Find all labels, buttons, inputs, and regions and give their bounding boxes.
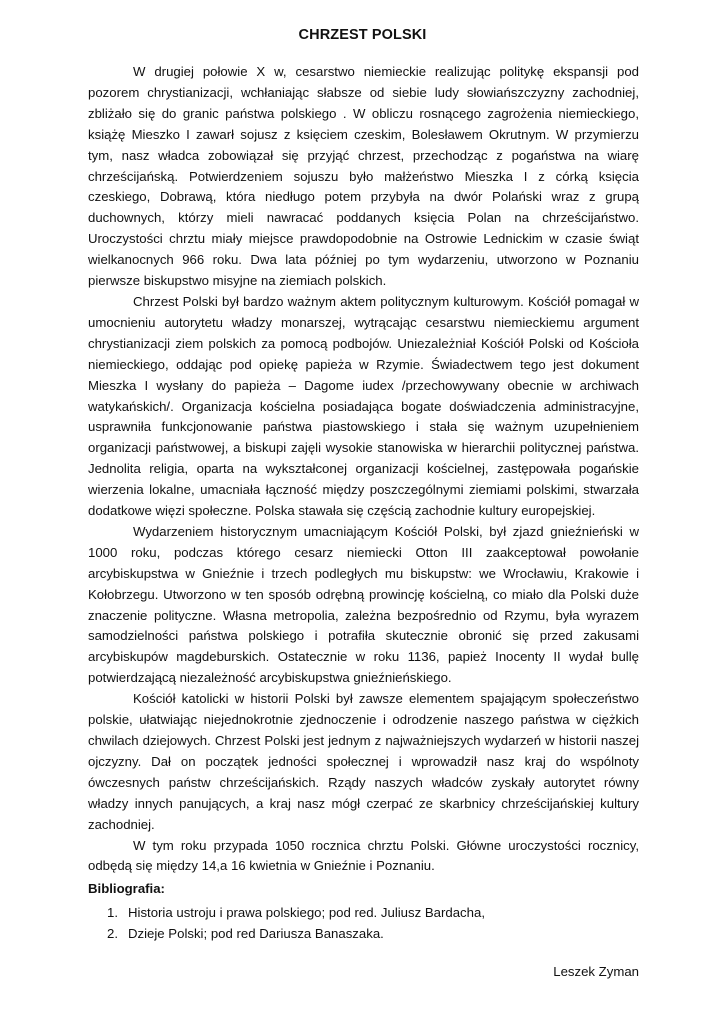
paragraph: Chrzest Polski był bardzo ważnym aktem politycznym kulturowym. Kościół pomagał w umocnieniu autorytetu władzy monarszej, wytrącając cesarstwu niemieckiemu argument chrystianizacji ziem polskich za pomocą podbojów. Uniezależniał Kościół Polski od Kościoła niemieckiego, oddając pod opiekę papieża w Rzymie. Świadectwem tego jest dokument Mieszka I wysłany do papieża – Dagome iudex /przechowywany obecnie w archiwach watykańskich/. Organizacja kościelna posiadająca bogate doświadczenia administracyjne, usprawniła funkcjonowanie państwa piastowskiego i stała się ważnym uzupełnieniem organizacji państwowej, a biskupi zajęli wysokie stanowiska w hierarchii politycznej państwa. Jednolita religia, oparta na wykształconej organizacji kościelnej, zastępowała pogańskie wierzenia lokalne, umacniała łączność między poszczególnymi ziemiami polskimi, stwarzała dodatkowe więzi społeczne. Polska stawała się częścią zachodnie kultury europejskiej. xyxy=(88,293,639,519)
paragraph: W drugiej połowie X w, cesarstwo niemieckie realizując politykę ekspansji pod pozorem chrystianizacji, wchłaniając słabsze od siebie ludy słowiańszczyzny zachodniej, zbliżało się do granic państwa polskiego . W obliczu rosnącego zagrożenia niemieckiego, książę Mieszko I zawarł sojusz z księciem czeskim, Bolesławem Okrutnym. W przymierzu tym, nasz władca zobowiązał się przyjąć chrzest, przechodząc z pogaństwa na wiarę chrześcijańską. Potwierdzeniem sojuszu było małżeństwo Mieszka I z córką księcia czeskiego, Dobrawą, która niedługo potem przybyła na dwór Polański wraz z grupą duchownych, którzy mieli nawracać poddanych księcia Polan na chrześcijaństwo. Uroczystości chrztu miały miejsce prawdopodobnie na Ostrowie Lednickim w czasie świąt wielkanocnych 966 roku. Dwa lata później po tym wydarzeniu, utworzono w Poznaniu pierwsze biskupstwo misyjne na ziemiach polskich. xyxy=(88,64,639,289)
bibliography-heading: Bibliografia: xyxy=(88,881,165,896)
bibliography-list xyxy=(88,902,485,944)
list-item-text: Historia ustroju i prawa polskiego; pod red. Juliusz Bardacha, xyxy=(128,905,485,920)
document-title: CHRZEST POLSKI xyxy=(298,27,427,43)
paragraph: Kościół katolicki w historii Polski był zawsze elementem spajającym społeczeństwo polskie, ułatwiając niejednokrotnie zjednoczenie i odrodzenie naszego państwa w ciężkich chwilach dziejowych. Chrzest Polski jest jednym z najważniejszych wydarzeń w historii naszej ojczyzny. Dał on początek jedności społecznej i wprowadził nasz kraj do wspólnoty ówczesnych państw chrześcijańskich. Rządy naszych władców zyskały autorytet równy władzy innych panujących, a kraj nasz mógł czerpać ze skarbnicy chrześcijańskiej kultury zachodniej. xyxy=(88,691,639,832)
list-item xyxy=(88,902,485,923)
list-item xyxy=(88,923,485,944)
author-signature: Leszek Zyman xyxy=(553,964,639,979)
list-item-text: Dzieje Polski; pod red Dariusza Banaszaka. xyxy=(128,926,384,941)
list-item-number: 1. xyxy=(107,905,118,920)
document-body xyxy=(88,62,639,877)
paragraph: W tym roku przypada 1050 rocznica chrztu Polski. Główne uroczystości rocznicy, odbędą się między 14,a 16 kwietnia w Gnieźnie i Poznaniu. xyxy=(88,837,639,874)
list-item-number: 2. xyxy=(107,926,118,941)
paragraph: Wydarzeniem historycznym umacniającym Kościół Polski, był zjazd gnieźnieński w 1000 roku, podczas którego cesarz niemiecki Otton III zaakceptował powołanie arcybiskupstwa w Gnieźnie i trzech podległych mu biskupstw: we Wrocławiu, Krakowie i Kołobrzegu. Utworzono w ten sposób odrębną prowincję kościelną, co miało dla Polski duże znaczenie polityczne. Własna metropolia, zależna bezpośrednio od Rzymu, była wyrazem samodzielności państwa polskiego i potrafiła skutecznie obronić się przed zakusami arcybiskupów magdeburskich. Ostatecznie w roku 1136, papież Inocenty II wydał bullę potwierdzającą niezależność arcybiskupstwa gnieźnieńskiego. xyxy=(88,523,639,686)
